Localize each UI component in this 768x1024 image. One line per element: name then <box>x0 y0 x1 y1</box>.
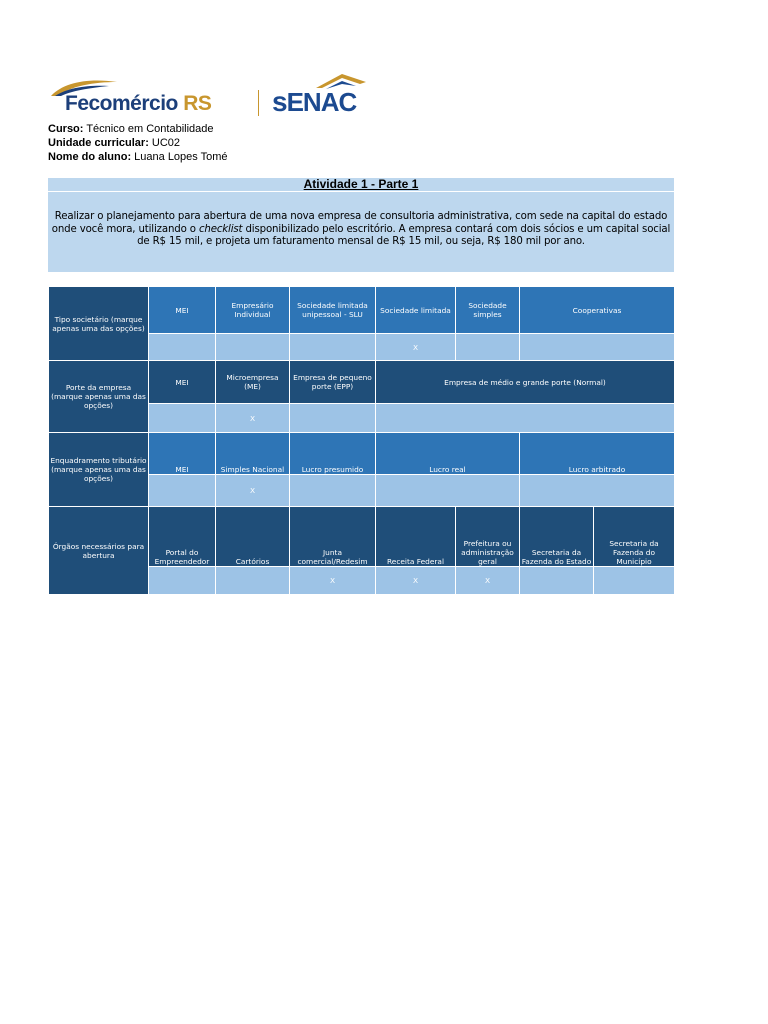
logo-divider <box>258 90 259 116</box>
orgaos-answer-receita[interactable]: X <box>376 567 456 595</box>
orgaos-answer-cartorios[interactable] <box>216 567 290 595</box>
enquadramento-options-row <box>49 433 675 475</box>
orgaos-answer-prefeitura[interactable]: X <box>456 567 520 595</box>
aluno-label: Nome do aluno: <box>48 151 132 163</box>
tipo-options-row <box>49 287 675 334</box>
orgaos-answer-portal[interactable] <box>149 567 216 595</box>
porte-option-mei: MEI <box>149 361 216 404</box>
enquadramento-option-real: Lucro real <box>376 433 520 475</box>
orgaos-option-sefaz-estado: Secretaria da Fazenda do Estado <box>520 507 594 567</box>
orgaos-option-receita: Receita Federal <box>376 507 456 567</box>
orgaos-option-sefaz-municipio: Secretaria da Fazenda do Município <box>594 507 675 567</box>
tipo-header: Tipo societário (marque apenas uma das opções) <box>49 287 149 361</box>
tipo-option-simples: Sociedade simples <box>456 287 520 334</box>
unidade-label: Unidade curricular: <box>48 137 149 149</box>
activity-description <box>48 192 674 272</box>
orgaos-header: Órgãos necessários para abertura <box>49 507 149 595</box>
aluno-value: Luana Lopes Tomé <box>134 151 228 163</box>
curso-line <box>48 122 228 136</box>
enquadramento-answer-simples[interactable]: X <box>216 475 290 507</box>
orgaos-option-cartorios: Cartórios <box>216 507 290 567</box>
tipo-answer-slu[interactable] <box>290 334 376 361</box>
orgaos-option-portal: Portal do Empreendedor <box>149 507 216 567</box>
tipo-answer-empresario[interactable] <box>216 334 290 361</box>
enquadramento-option-arbitrado: Lucro arbitrado <box>520 433 675 475</box>
checklist-table <box>48 286 675 595</box>
orgaos-option-prefeitura: Prefeitura ou administração geral <box>456 507 520 567</box>
description-part2: disponibilizado pelo escritório. A empresa contará com dois sócios e um capital social de R$ 15 mil, e projeta um faturamento mensal de R$ 15 mil, ou seja, R$ 180 mil por ano. <box>137 223 671 247</box>
fecomercio-logo <box>49 78 249 118</box>
porte-answer-mei[interactable] <box>149 404 216 433</box>
orgaos-answer-sefaz-estado[interactable] <box>520 567 594 595</box>
porte-answer-epp[interactable] <box>290 404 376 433</box>
orgaos-options-row <box>49 507 675 567</box>
enquadramento-option-presumido: Lucro presumido <box>290 433 376 475</box>
enquadramento-answer-mei[interactable] <box>149 475 216 507</box>
aluno-line <box>48 150 228 164</box>
enquadramento-option-mei: MEI <box>149 433 216 475</box>
orgaos-option-junta: Junta comercial/Redesim <box>290 507 376 567</box>
porte-option-normal: Empresa de médio e grande porte (Normal) <box>376 361 675 404</box>
curso-value: Técnico em Contabilidade <box>86 123 214 135</box>
enquadramento-option-simples: Simples Nacional <box>216 433 290 475</box>
unidade-value: UC02 <box>151 137 181 149</box>
tipo-option-empresario: Empresário Individual <box>216 287 290 334</box>
tipo-answer-cooperativas[interactable] <box>520 334 675 361</box>
tipo-option-mei: MEI <box>149 287 216 334</box>
porte-option-me: Microempresa (ME) <box>216 361 290 404</box>
page-title: Atividade 1 - Parte 1 <box>48 178 674 191</box>
tipo-answer-ltda[interactable]: X <box>376 334 456 361</box>
porte-option-epp: Empresa de pequeno porte (EPP) <box>290 361 376 404</box>
tipo-option-cooperativas: Cooperativas <box>520 287 675 334</box>
senac-logo <box>272 72 382 116</box>
curso-label: Curso: <box>48 123 84 135</box>
porte-answer-normal[interactable] <box>376 404 675 433</box>
description-text <box>50 211 672 249</box>
tipo-answer-mei[interactable] <box>149 334 216 361</box>
porte-header: Porte da empresa (marque apenas uma das opções) <box>49 361 149 433</box>
enquadramento-header: Enquadramento tributário (marque apenas uma das opções) <box>49 433 149 507</box>
tipo-answer-simples[interactable] <box>456 334 520 361</box>
orgaos-answer-sefaz-municipio[interactable] <box>594 567 675 595</box>
unidade-line <box>48 136 228 150</box>
tipo-option-ltda: Sociedade limitada <box>376 287 456 334</box>
fecomercio-logo-rs: RS <box>183 92 212 115</box>
description-part1: Realizar o planejamento para abertura de uma nova empresa de consultoria administrativa, com sede na capital do estado onde você mora, utilizando o <box>51 211 668 235</box>
porte-options-row <box>49 361 675 404</box>
enquadramento-answer-presumido[interactable] <box>290 475 376 507</box>
porte-answer-me[interactable]: X <box>216 404 290 433</box>
description-italic: checklist <box>198 223 243 235</box>
tipo-option-slu: Sociedade limitada unipessoal - SLU <box>290 287 376 334</box>
fecomercio-logo-text: Fecomércio <box>65 92 178 115</box>
student-info <box>48 122 228 164</box>
enquadramento-answer-arbitrado[interactable] <box>520 475 675 507</box>
senac-logo-text: sENAC <box>272 86 357 117</box>
enquadramento-answer-real[interactable] <box>376 475 520 507</box>
orgaos-answer-junta[interactable]: X <box>290 567 376 595</box>
